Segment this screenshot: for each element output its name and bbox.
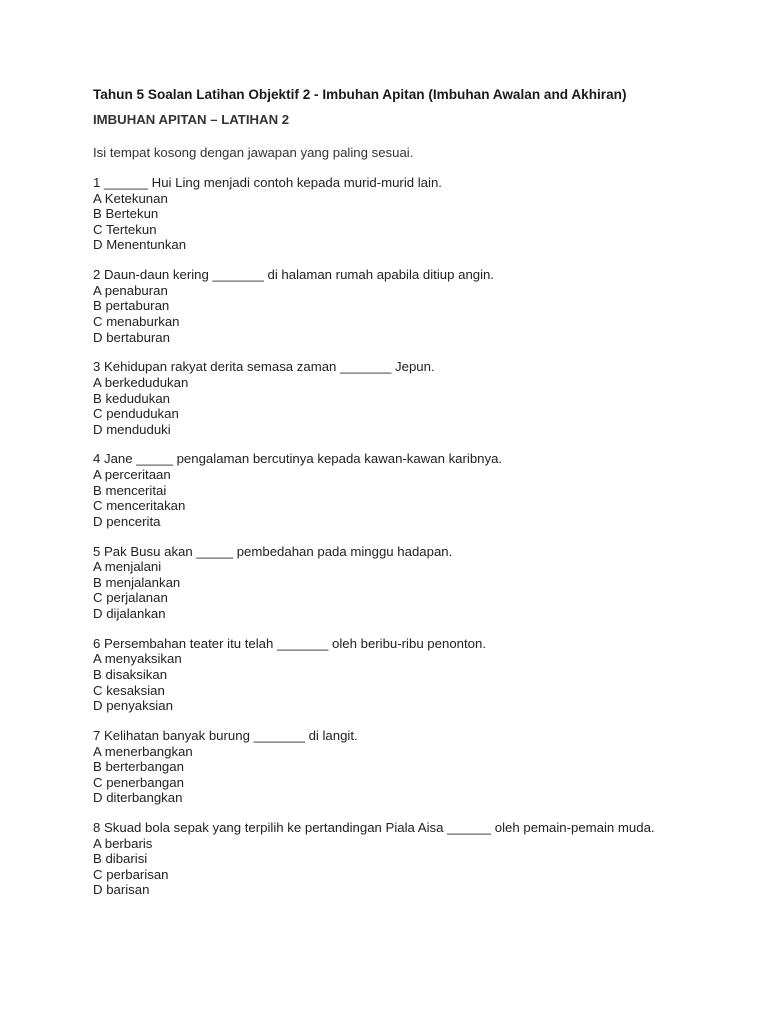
answer-option-a: A menjalani — [93, 559, 162, 575]
answer-option-b: B menceritai — [93, 482, 167, 498]
document-subtitle: IMBUHAN APITAN – LATIHAN 2 — [93, 112, 290, 127]
answer-option-b: B menjalankan — [93, 574, 181, 590]
answer-option-b: B disaksikan — [93, 666, 168, 682]
question-7 — [93, 728, 733, 806]
answer-option-c: C pendudukan — [93, 406, 179, 422]
question-text: 4 Jane _____ pengalaman bercutinya kepada kawan-kawan karibnya. — [93, 451, 503, 467]
question-5 — [93, 544, 733, 622]
answer-option-d: D bertaburan — [93, 329, 170, 345]
answer-option-d: D barisan — [93, 882, 150, 898]
answer-option-d: D menduduki — [93, 421, 171, 437]
question-text: 7 Kelihatan banyak burung _______ di langit. — [93, 727, 358, 743]
answer-option-a: A berkedudukan — [93, 374, 189, 390]
answer-option-b: B dibarisi — [93, 851, 148, 867]
question-3 — [93, 359, 733, 437]
instruction-text: Isi tempat kosong dengan jawapan yang paling sesuai. — [93, 145, 414, 160]
answer-option-b: B berterbangan — [93, 759, 184, 775]
question-1 — [93, 175, 733, 253]
answer-option-a: A berbaris — [93, 835, 153, 851]
answer-option-d: D diterbangkan — [93, 790, 183, 806]
answer-option-a: A Ketekunan — [93, 190, 168, 206]
answer-option-c: C Tertekun — [93, 221, 157, 237]
answer-option-a: A menerbangkan — [93, 743, 193, 759]
answer-option-b: B pertaburan — [93, 298, 170, 314]
answer-option-c: C menaburkan — [93, 313, 180, 329]
answer-option-c: C penerbangan — [93, 774, 184, 790]
question-4 — [93, 451, 733, 529]
question-list — [93, 175, 733, 898]
answer-option-c: C kesaksian — [93, 682, 165, 698]
answer-option-a: A perceritaan — [93, 467, 171, 483]
answer-option-a: A penaburan — [93, 282, 168, 298]
question-text: 5 Pak Busu akan _____ pembedahan pada minggu hadapan. — [93, 543, 453, 559]
question-text: 2 Daun-daun kering _______ di halaman rumah apabila ditiup angin. — [93, 267, 495, 283]
answer-option-c: C perjalanan — [93, 590, 168, 606]
document-title: Tahun 5 Soalan Latihan Objektif 2 - Imbuhan Apitan (Imbuhan Awalan and Akhiran) — [93, 87, 627, 102]
answer-option-d: D dijalankan — [93, 606, 166, 621]
answer-option-c: C perbarisan — [93, 866, 169, 882]
document-page — [93, 86, 733, 912]
answer-option-b: B kedudukan — [93, 390, 170, 406]
answer-option-b: B Bertekun — [93, 206, 159, 222]
question-text: 3 Kehidupan rakyat derita semasa zaman _______ Jepun. — [93, 359, 435, 375]
answer-option-d: D penyaksian — [93, 698, 173, 714]
answer-option-d: D pencerita — [93, 513, 161, 529]
question-text: 6 Persembahan teater itu telah _______ oleh beribu-ribu penonton. — [93, 635, 486, 651]
answer-option-a: A menyaksikan — [93, 651, 182, 667]
question-8 — [93, 820, 733, 898]
question-6 — [93, 636, 733, 714]
answer-option-d: D Menentunkan — [93, 237, 187, 253]
question-text: 1 ______ Hui Ling menjadi contoh kepada murid-murid lain. — [93, 175, 442, 190]
answer-option-c: C menceritakan — [93, 498, 186, 514]
question-2 — [93, 267, 733, 345]
question-text: 8 Skuad bola sepak yang terpilih ke pertandingan Piala Aisa ______ oleh pemain-pemain muda. — [93, 820, 655, 836]
